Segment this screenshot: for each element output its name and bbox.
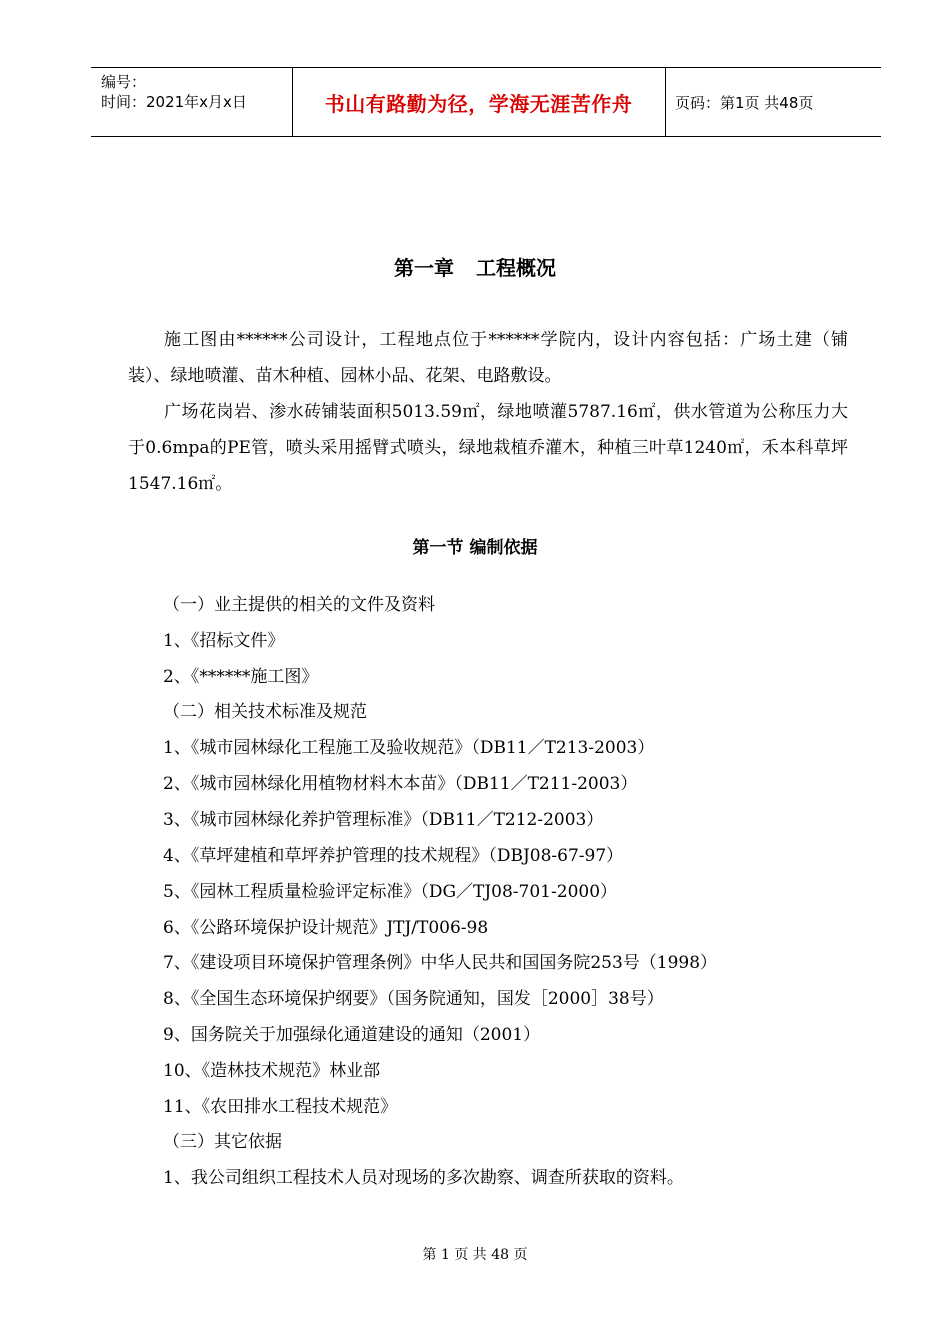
section-title: 第一节 编制依据 bbox=[412, 538, 538, 558]
list-item: 9、国务院关于加强绿化通道建设的通知（2001） bbox=[163, 1025, 541, 1045]
header-number: 编号： bbox=[101, 73, 147, 91]
list-item: 8、《全国生态环境保护纲要》（国务院通知，国发［2000］38号） bbox=[163, 989, 664, 1009]
list-item: 7、《建设项目环境保护管理条例》中华人民共和国国务院253号（1998） bbox=[163, 953, 718, 973]
list-item: 4、《草坪建植和草坪养护管理的技术规程》（DBJ08-67-97） bbox=[163, 846, 624, 866]
header-meta bbox=[101, 72, 247, 112]
chapter-title bbox=[0, 252, 950, 281]
list-item: 1、《城市园林绿化工程施工及验收规范》（DB11／T213-2003） bbox=[163, 738, 655, 758]
header-time: 时间：2021年x月x日 bbox=[101, 93, 247, 111]
list-item: 10、《造林技术规范》林业部 bbox=[163, 1061, 381, 1081]
overview-paragraph: 施工图由******公司设计，工程地点位于******学院内，设计内容包括：广场土建（铺装）、绿地喷灌、苗木种植、园林小品、花架、电路敷设。 bbox=[128, 330, 848, 386]
list-heading: （二）相关技术标准及规范 bbox=[163, 702, 367, 722]
header-divider bbox=[665, 68, 666, 136]
list-heading: （一）业主提供的相关的文件及资料 bbox=[163, 595, 435, 615]
header-page-number: 页码：第1页 共48页 bbox=[675, 94, 814, 112]
list-item: 11、《农田排水工程技术规范》 bbox=[163, 1097, 398, 1117]
list-item: 1、《招标文件》 bbox=[163, 631, 285, 651]
page-header bbox=[91, 67, 881, 137]
header-motto: 书山有路勤为径，学海无涯苦作舟 bbox=[324, 92, 633, 116]
list-item: 5、《园林工程质量检验评定标准》（DG／TJ08-701-2000） bbox=[163, 882, 618, 902]
list-item: 3、《城市园林绿化养护管理标准》（DB11／T212-2003） bbox=[163, 810, 604, 830]
list-item: 6、《公路环境保护设计规范》JTJ/T006-98 bbox=[163, 918, 489, 938]
list-heading: （三）其它依据 bbox=[163, 1132, 282, 1152]
chapter-number: 第一章 bbox=[394, 256, 454, 280]
list-item: 2、《城市园林绿化用植物材料木本苗》（DB11／T211-2003） bbox=[163, 774, 638, 794]
chapter-name: 工程概况 bbox=[476, 256, 556, 280]
list-item: 2、《******施工图》 bbox=[163, 667, 319, 687]
list-item: 1、我公司组织工程技术人员对现场的多次勘察、调查所获取的资料。 bbox=[163, 1168, 684, 1188]
overview-paragraph: 广场花岗岩、渗水砖铺装面积5013.59㎡，绿地喷灌5787.16㎡，供水管道为公称压力大于0.6mpa的PE管，喷头采用摇臂式喷头，绿地栽植乔灌木，种植三叶草1240㎡，禾本科草坪1547.16㎡。 bbox=[128, 402, 848, 494]
page-footer: 第 1 页 共 48 页 bbox=[422, 1247, 528, 1263]
